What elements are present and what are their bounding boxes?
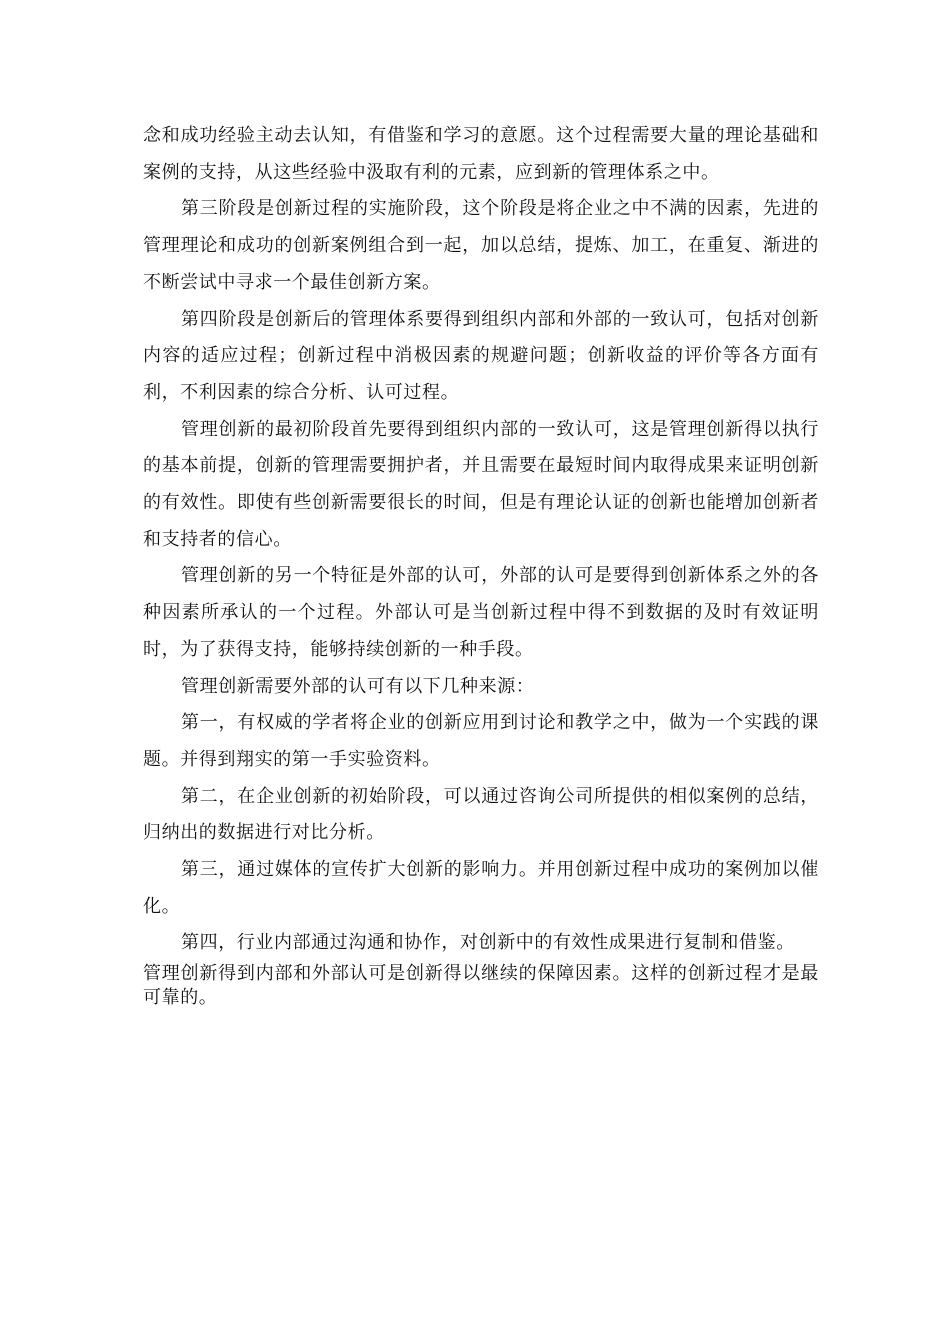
list-item-fourth: 第四，行业内部通过沟通和协作，对创新中的有效性成果进行复制和借鉴。	[181, 932, 795, 954]
paragraph-continuation: 念和成功经验主动去认知，有借鉴和学习的意愿。这个过程需要大量的理论基础和案例的支持，从这些经验中汲取有利的元素，应到新的管理体系之中。	[143, 125, 819, 183]
paragraph-stage-three: 第三阶段是创新过程的实施阶段，这个阶段是将企业之中不满的因素，先进的管理理论和成功的创新案例组合到一起，加以总结，提炼、加工，在重复、渐进的不断尝试中寻求一个最佳创新方案。	[143, 198, 819, 293]
list-item-third: 第三，通过媒体的宣传扩大创新的影响力。并用创新过程中成功的案例加以催化。	[143, 859, 819, 917]
paragraph-stage-four: 第四阶段是创新后的管理体系要得到组织内部和外部的一致认可，包括对创新内容的适应过程；创新过程中消极因素的规避问题；创新收益的评价等各方面有利，不利因素的综合分析、认可过程。	[143, 308, 819, 403]
paragraph-sources-intro: 管理创新需要外部的认可有以下几种来源：	[181, 675, 535, 697]
list-item-second: 第二，在企业创新的初始阶段，可以通过咨询公司所提供的相似案例的总结，归纳出的数据进行对比分析。	[143, 785, 819, 844]
list-item-first: 第一，有权威的学者将企业的创新应用到讨论和教学之中，做为一个实践的课题。并得到翔实的第一手实验资料。	[143, 712, 819, 770]
document-body	[143, 118, 819, 1010]
paragraph-conclusion: 管理创新得到内部和外部认可是创新得以继续的保障因素。这样的创新过程才是最可靠的。	[143, 963, 819, 1009]
paragraph-internal-recognition: 管理创新的最初阶段首先要得到组织内部的一致认可，这是管理创新得以执行的基本前提，创新的管理需要拥护者，并且需要在最短时间内取得成果来证明创新的有效性。即使有些创新需要很长的时间，但是有理论认证的创新也能增加创新者和支持者的信心。	[143, 418, 819, 550]
paragraph-external-recognition: 管理创新的另一个特征是外部的认可，外部的认可是要得到创新体系之外的各种因素所承认的一个过程。外部认可是当创新过程中得不到数据的及时有效证明时，为了获得支持，能够持续创新的一种手段。	[143, 565, 819, 660]
